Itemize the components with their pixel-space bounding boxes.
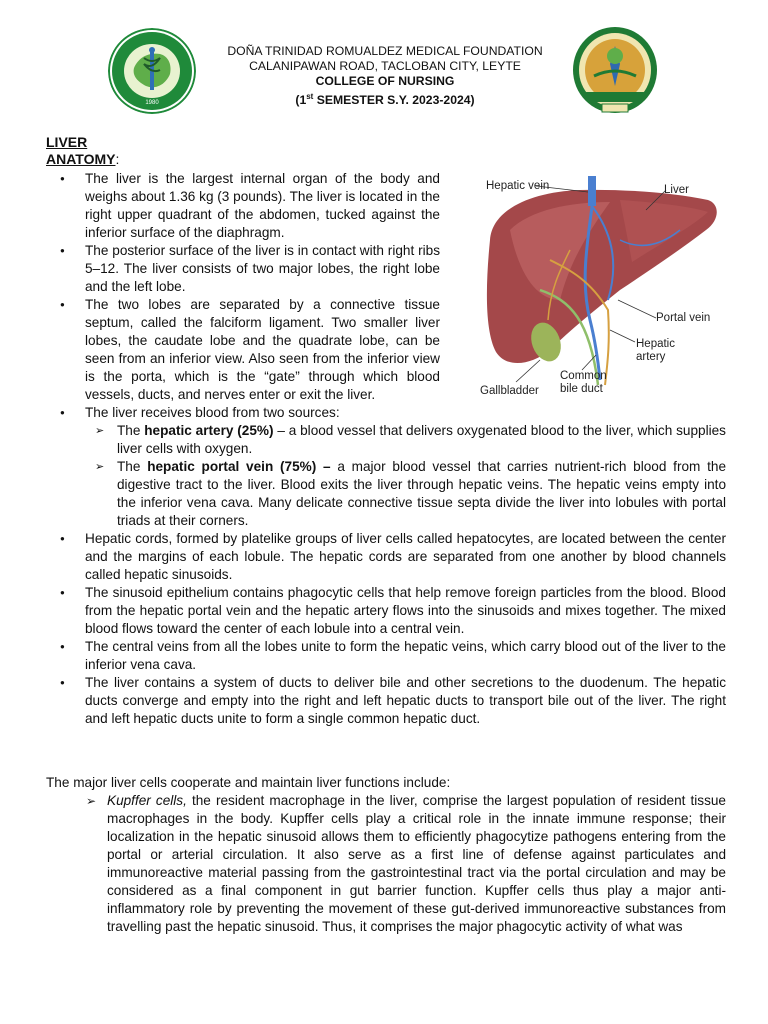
- section-subtitle-anatomy: ANATOMY:: [46, 151, 120, 167]
- college-name: COLLEGE OF NURSING: [315, 74, 455, 88]
- address: CALANIPAWAN ROAD, TACLOBAN CITY, LEYTE: [249, 59, 521, 73]
- label-hepatic-artery-line1: Hepatic: [636, 338, 675, 350]
- list-item: ➢ The hepatic portal vein (75%) – a major blood vessel that carries nutrient-rich blood from the digestive tract to the liver. Blood exits the liver through hepatic veins. The hepatic veins empty into the inferior vena cava. Many delicate connective tissue septa divide the liver into lobules with portal triads at their corners.: [85, 458, 726, 530]
- term-kupffer-cells: Kupffer cells,: [107, 793, 187, 808]
- list-item: ● The liver contains a system of ducts to deliver bile and other secretions to the duodenum. The hepatic ducts converge and empty into the right and left hepatic ducts to transport bile out of the liver. The right and left hepatic ducts unite to form a single common hepatic duct.: [46, 674, 726, 728]
- foundation-seal-left-logo: [108, 28, 196, 114]
- blood-sources-list: [85, 422, 726, 530]
- list-item: ● The central veins from all the lobes unite to form the hepatic veins, which carry blood out of the liver to the inferior vena cava.: [46, 638, 726, 674]
- section-heading: [46, 134, 119, 168]
- semester-line: [190, 89, 580, 108]
- list-item: ● The sinusoid epithelium contains phagocytic cells that help remove foreign particles from the blood. Blood from the hepatic portal vein and the hepatic artery flows into the sinusoids and mixes together. The mixed blood flows toward the center of each lobule into a central vein.: [46, 584, 726, 638]
- list-item: ➢ Kupffer cells, the resident macrophage in the liver, comprise the largest population of resident tissue macrophages in the body. Kupffer cells play a critical role in the innate immune response; their localization in the hepatic sinusoid allows them to efficiently phagocytize pathogens entering from the portal or arterial circulation. It also serve as a first line of defense against particulates and immunoreactive material passing from the gastrointestinal tract via the portal circulation and may be considered as a final component in gut barrier function. Kupffer cells thus play a major anti-inflammatory role by preventing the movement of these gut-derived immunoreactive substances from travelling past the hepatic sinusoid. Thus, it comprises the major phagocytic activity of what was: [46, 792, 726, 936]
- college-of-nursing-logo: [572, 26, 658, 116]
- institution-header: [190, 44, 580, 108]
- section-title-liver: LIVER: [46, 134, 88, 150]
- semester-prefix: (1: [295, 93, 307, 108]
- semester-suffix: SEMESTER S.Y. 2023-2024): [313, 93, 475, 108]
- cells-intro: The major liver cells cooperate and maintain liver functions include:: [46, 775, 451, 790]
- list-item: ● The liver receives blood from two sources: ➢ The hepatic artery (25%) – a blood vessel that delivers oxygenated blood to the liver, which supplies liver cells with oxygen. ➢ The hepatic portal vein (75%) – a major blood vessel that carries nutrient-rich blood from the digestive tract to the liver. Blood exits the liver through hepatic veins. The hepatic veins empty into the inferior vena cava. Many delicate connective tissue septa divide the liver into lobules with portal triads at their corners.: [46, 404, 726, 530]
- list-item: ● Hepatic cords, formed by platelike groups of liver cells called hepatocytes, are located between the center and the margins of each lobule. The hepatic cords are separated from one another by blood channels called hepatic sinusoids.: [46, 530, 726, 584]
- label-liver: Liver: [664, 184, 689, 196]
- liver-cells-section: [46, 774, 726, 936]
- foundation-name: DOÑA TRINIDAD ROMUALDEZ MEDICAL FOUNDATION: [227, 44, 543, 58]
- list-item: ● The liver is the largest internal organ of the body and weighs about 1.36 kg (3 pounds). The liver is located in the right upper quadrant of the abdomen, tucked against the inferior surface of the diaphragm.: [46, 170, 726, 242]
- document-body: [46, 170, 726, 728]
- svg-text:1980: 1980: [145, 100, 159, 106]
- semester-ordinal: st: [306, 92, 314, 101]
- term-hepatic-artery: hepatic artery (25%): [144, 423, 274, 438]
- label-common-bile-line2: bile duct: [560, 383, 603, 395]
- label-portal-vein: Portal vein: [656, 312, 711, 324]
- list-item: ● The posterior surface of the liver is in contact with right ribs 5–12. The liver consists of two major lobes, the right lobe and the left lobe.: [46, 242, 726, 296]
- list-item: ● The two lobes are separated by a connective tissue septum, called the falciform ligament. Two smaller liver lobes, the caudate lobe and the quadrate lobe, can be seen from an inferior view. Also seen from the inferior view is the porta, which is the “gate” through which blood vessels, ducts, and nerves enter or exit the liver.: [46, 296, 726, 404]
- label-hepatic-vein: Hepatic vein: [486, 180, 550, 192]
- label-common-bile-line1: Common: [560, 370, 607, 382]
- label-gallbladder: Gallbladder: [480, 385, 539, 397]
- list-item: ➢ The hepatic artery (25%) – a blood vessel that delivers oxygenated blood to the liver, which supplies liver cells with oxygen.: [85, 422, 726, 458]
- anatomy-bullet-list: [46, 170, 726, 728]
- liver-cells-list: [46, 792, 726, 936]
- label-hepatic-artery-line2: artery: [636, 351, 666, 363]
- term-hepatic-portal-vein: hepatic portal vein (75%) –: [147, 459, 331, 474]
